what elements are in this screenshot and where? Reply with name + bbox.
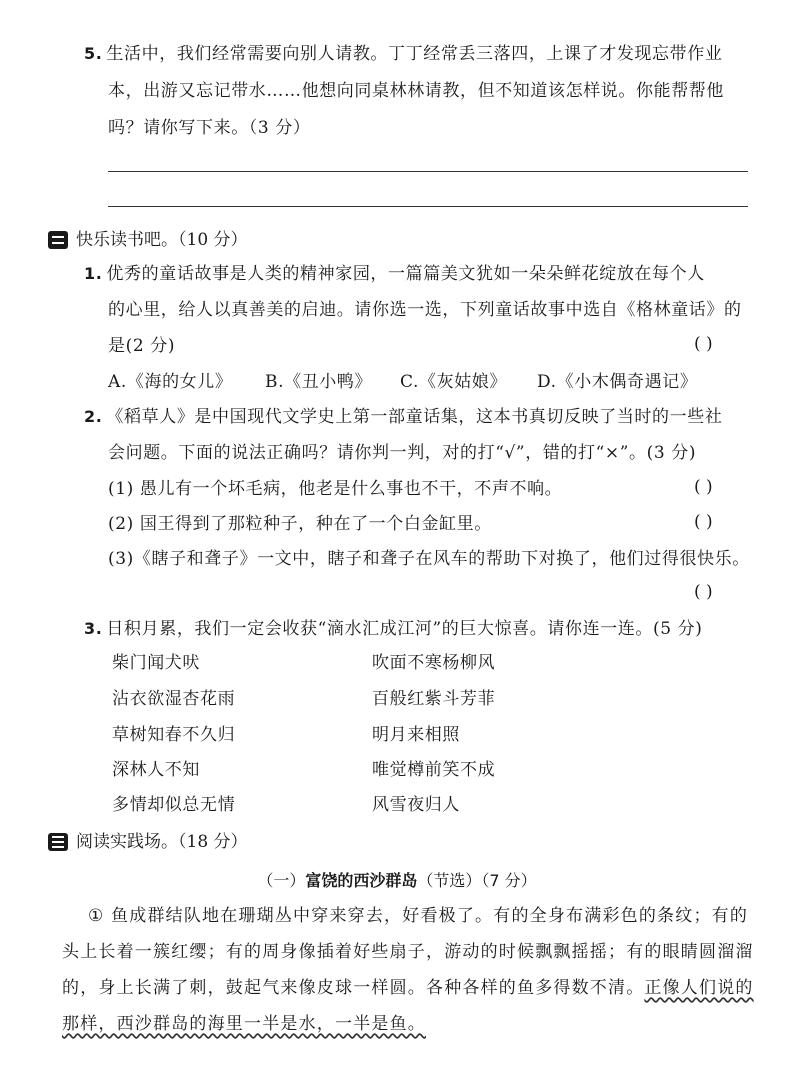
q5-text-1: 生活中，我们经常需要向别人请教。丁丁经常丢三落四，上课了才发现忘带作业 xyxy=(106,44,723,64)
q5-number: 5. xyxy=(84,44,103,63)
q2-item-1-paren[interactable]: ( ) xyxy=(694,477,713,497)
q1-answer-paren[interactable]: ( ) xyxy=(694,334,713,354)
q1-option-b[interactable]: B.《丑小鸭》 xyxy=(265,372,373,392)
answer-line-1[interactable] xyxy=(108,171,748,172)
q5-line-1 xyxy=(84,42,722,66)
match-right-1[interactable]: 吹面不寒杨柳风 xyxy=(372,653,496,673)
section-three-icon xyxy=(48,833,68,851)
section-three-heading xyxy=(48,830,248,854)
q2-line-1 xyxy=(84,405,722,429)
match-right-2[interactable]: 百般红紫斗芳菲 xyxy=(372,689,496,709)
passage-title-prefix: （一） xyxy=(257,871,306,890)
passage-line-3 xyxy=(62,976,754,1000)
q2-number: 2. xyxy=(84,407,103,426)
q3-number: 3. xyxy=(84,619,103,638)
passage-underlined-1: 正像人们说的 xyxy=(644,978,754,998)
section-two-title: 快乐读书吧。（10 分） xyxy=(76,230,248,250)
q5-line-2: 本，出游又忘记带水……他想向同桌林林请教，但不知道该怎样说。你能帮帮他 xyxy=(108,81,724,101)
match-left-3[interactable]: 草树知春不久归 xyxy=(112,725,236,745)
passage-line-2: 头上长着一簇红缨；有的周身像插着好些扇子，游动的时候飘飘摇摇；有的眼睛圆溜溜 xyxy=(62,942,754,962)
q3-text-1: 日积月累，我们一定会收获“滴水汇成江河”的巨大惊喜。请你连一连。(5 分) xyxy=(106,619,703,639)
passage-line-3-text: 的，身上长满了刺，鼓起气来像皮球一样圆。各种各样的鱼多得数不清。 xyxy=(62,978,645,998)
q1-line-2: 的心里，给人以真善美的启迪。请你选一选，下列童话故事中选自《格林童话》的 xyxy=(108,300,742,320)
q1-option-c[interactable]: C.《灰姑娘》 xyxy=(400,372,508,392)
match-left-1[interactable]: 柴门闻犬吠 xyxy=(112,653,200,673)
passage-underlined-2: 那样，西沙群岛的海里一半是水，一半是鱼。 xyxy=(62,1014,426,1034)
q5-line-3: 吗？请你写下来。（3 分） xyxy=(108,118,311,138)
section-two-icon xyxy=(48,231,68,249)
match-right-4[interactable]: 唯觉樽前笑不成 xyxy=(372,760,496,780)
q2-item-3: (3)《瞎子和聋子》一文中，瞎子和聋子在风车的帮助下对换了，他们过得很快乐。 xyxy=(108,549,750,569)
q2-item-1: (1) 愚儿有一个坏毛病，他老是什么事也不干，不声不响。 xyxy=(108,479,563,499)
match-left-4[interactable]: 深林人不知 xyxy=(112,760,200,780)
q1-line-3: 是(2 分) xyxy=(108,336,176,356)
match-left-2[interactable]: 沾衣欲湿杏花雨 xyxy=(112,689,236,709)
passage-title-suffix: （节选）（7 分） xyxy=(417,871,537,890)
passage-line-1: ① 鱼成群结队地在珊瑚丛中穿来穿去，好看极了。有的全身布满彩色的条纹；有的 xyxy=(88,906,749,926)
match-right-3[interactable]: 明月来相照 xyxy=(372,725,460,745)
passage-line-4 xyxy=(62,1012,426,1036)
section-three-title: 阅读实践场。（18 分） xyxy=(76,832,248,852)
section-two-heading xyxy=(48,228,248,252)
match-left-5[interactable]: 多情却似总无情 xyxy=(112,795,236,815)
passage-title xyxy=(0,869,794,893)
q2-item-2: (2) 国王得到了那粒种子，种在了一个白金缸里。 xyxy=(108,514,492,534)
q1-text-1: 优秀的童话故事是人类的精神家园，一篇篇美文犹如一朵朵鲜花绽放在每个人 xyxy=(106,264,705,284)
q1-line-1 xyxy=(84,262,705,286)
q1-number: 1. xyxy=(84,264,103,283)
q1-option-a[interactable]: A.《海的女儿》 xyxy=(108,372,233,392)
q1-option-d[interactable]: D.《小木偶奇遇记》 xyxy=(537,372,698,392)
q2-item-2-paren[interactable]: ( ) xyxy=(694,512,713,532)
q2-line-2: 会问题。下面的说法正确吗？请你判一判，对的打“√”，错的打“×”。(3 分) xyxy=(108,443,697,463)
match-right-5[interactable]: 风雪夜归人 xyxy=(372,795,460,815)
q3-line-1 xyxy=(84,617,703,641)
q2-item-3-paren[interactable]: ( ) xyxy=(694,582,713,602)
q2-text-1: 《稻草人》是中国现代文学史上第一部童话集，这本书真切反映了当时的一些社 xyxy=(106,407,723,427)
answer-line-2[interactable] xyxy=(108,206,748,207)
passage-title-main: 富饶的西沙群岛 xyxy=(305,871,418,890)
